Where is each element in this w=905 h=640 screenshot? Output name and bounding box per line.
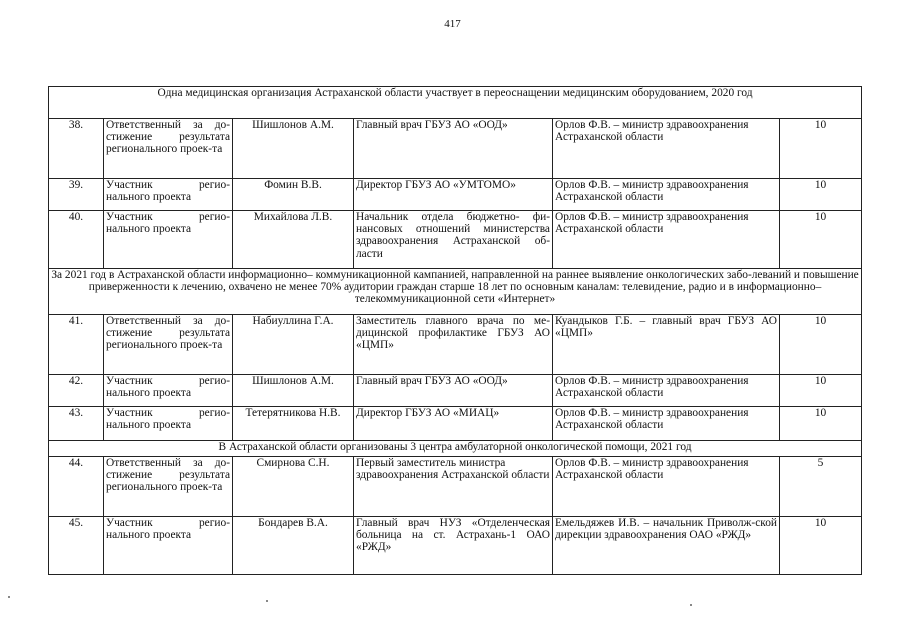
row-name: Набиуллина Г.А. bbox=[233, 315, 354, 375]
table-row bbox=[49, 407, 862, 441]
table-row bbox=[49, 211, 862, 269]
row-score: 10 bbox=[780, 407, 862, 441]
table-row bbox=[49, 375, 862, 407]
row-position: Директор ГБУЗ АО «УМТОМО» bbox=[354, 179, 553, 211]
row-score: 5 bbox=[780, 457, 862, 517]
row-score: 10 bbox=[780, 375, 862, 407]
section-title: В Астраханской области организованы 3 центра амбулаторной онкологической помощи, 2021 год bbox=[49, 441, 862, 457]
row-role: Участник регио-нального проекта bbox=[104, 211, 233, 269]
section-header-row bbox=[49, 269, 862, 315]
row-number: 44. bbox=[49, 457, 104, 517]
row-score: 10 bbox=[780, 517, 862, 575]
row-supervisor: Куандыков Г.Б. – главный врач ГБУЗ АО «ЦМП» bbox=[553, 315, 780, 375]
section-title: Одна медицинская организация Астраханской области участвует в переоснащении медицинским оборудованием, 2020 год bbox=[49, 87, 862, 119]
row-supervisor: Орлов Ф.В. – министр здравоохранения Астраханской области bbox=[553, 375, 780, 407]
row-name: Шишлонов А.М. bbox=[233, 375, 354, 407]
row-supervisor: Орлов Ф.В. – министр здравоохранения Астраханской области bbox=[553, 119, 780, 179]
row-role: Участник регио-нального проекта bbox=[104, 375, 233, 407]
section-header-row bbox=[49, 441, 862, 457]
document-table bbox=[48, 86, 862, 575]
table-row bbox=[49, 315, 862, 375]
row-position: Главный врач НУЗ «Отделенческая больница на ст. Астрахань-1 ОАО «РЖД» bbox=[354, 517, 553, 575]
row-number: 38. bbox=[49, 119, 104, 179]
table-row bbox=[49, 179, 862, 211]
section-header-row bbox=[49, 87, 862, 119]
row-name: Шишлонов А.М. bbox=[233, 119, 354, 179]
row-supervisor: Емельдяжев И.В. – начальник Приволж-ской дирекции здравоохранения ОАО «РЖД» bbox=[553, 517, 780, 575]
row-number: 43. bbox=[49, 407, 104, 441]
row-role: Ответственный за до-стижение результата регионального проек-та bbox=[104, 315, 233, 375]
row-position: Главный врач ГБУЗ АО «ООД» bbox=[354, 119, 553, 179]
row-name: Тетерятникова Н.В. bbox=[233, 407, 354, 441]
row-number: 40. bbox=[49, 211, 104, 269]
page-number: 417 bbox=[444, 18, 461, 30]
row-score: 10 bbox=[780, 179, 862, 211]
row-name: Михайлова Л.В. bbox=[233, 211, 354, 269]
row-supervisor: Орлов Ф.В. – министр здравоохранения Астраханской области bbox=[553, 211, 780, 269]
row-role: Участник регио-нального проекта bbox=[104, 179, 233, 211]
row-number: 39. bbox=[49, 179, 104, 211]
row-role: Ответственный за до-стижение результата регионального проек-та bbox=[104, 457, 233, 517]
scan-speck bbox=[8, 596, 10, 598]
scan-speck bbox=[690, 604, 692, 606]
row-position: Первый заместитель министра здравоохранения Астраханской области bbox=[354, 457, 553, 517]
row-score: 10 bbox=[780, 211, 862, 269]
row-supervisor: Орлов Ф.В. – министр здравоохранения Астраханской области bbox=[553, 407, 780, 441]
table-row bbox=[49, 119, 862, 179]
scan-speck bbox=[266, 600, 268, 602]
row-score: 10 bbox=[780, 315, 862, 375]
row-position: Директор ГБУЗ АО «МИАЦ» bbox=[354, 407, 553, 441]
row-supervisor: Орлов Ф.В. – министр здравоохранения Астраханской области bbox=[553, 457, 780, 517]
row-supervisor: Орлов Ф.В. – министр здравоохранения Астраханской области bbox=[553, 179, 780, 211]
row-name: Смирнова С.Н. bbox=[233, 457, 354, 517]
row-number: 45. bbox=[49, 517, 104, 575]
section-title: За 2021 год в Астраханской области информационно– коммуникационной кампанией, направленной на раннее выявление онкологических забо-леваний и повышение приверженности к лечению, охвачено не менее 70% аудитории граждан старше 18 лет по основным каналам: телевидение, радио и в информационно– телекоммуникационной сети «Интернет» bbox=[49, 269, 862, 315]
row-number: 41. bbox=[49, 315, 104, 375]
row-role: Участник регио-нального проекта bbox=[104, 407, 233, 441]
row-score: 10 bbox=[780, 119, 862, 179]
row-role: Участник регио-нального проекта bbox=[104, 517, 233, 575]
table-row bbox=[49, 457, 862, 517]
row-position: Главный врач ГБУЗ АО «ООД» bbox=[354, 375, 553, 407]
table-row bbox=[49, 517, 862, 575]
row-name: Бондарев В.А. bbox=[233, 517, 354, 575]
row-role: Ответственный за до-стижение результата регионального проек-та bbox=[104, 119, 233, 179]
row-name: Фомин В.В. bbox=[233, 179, 354, 211]
row-position: Заместитель главного врача по ме-дицинской профилактике ГБУЗ АО «ЦМП» bbox=[354, 315, 553, 375]
row-number: 42. bbox=[49, 375, 104, 407]
row-position: Начальник отдела бюджетно- фи-нансовых отношений министерства здравоохранения Астраханской об-ласти bbox=[354, 211, 553, 269]
